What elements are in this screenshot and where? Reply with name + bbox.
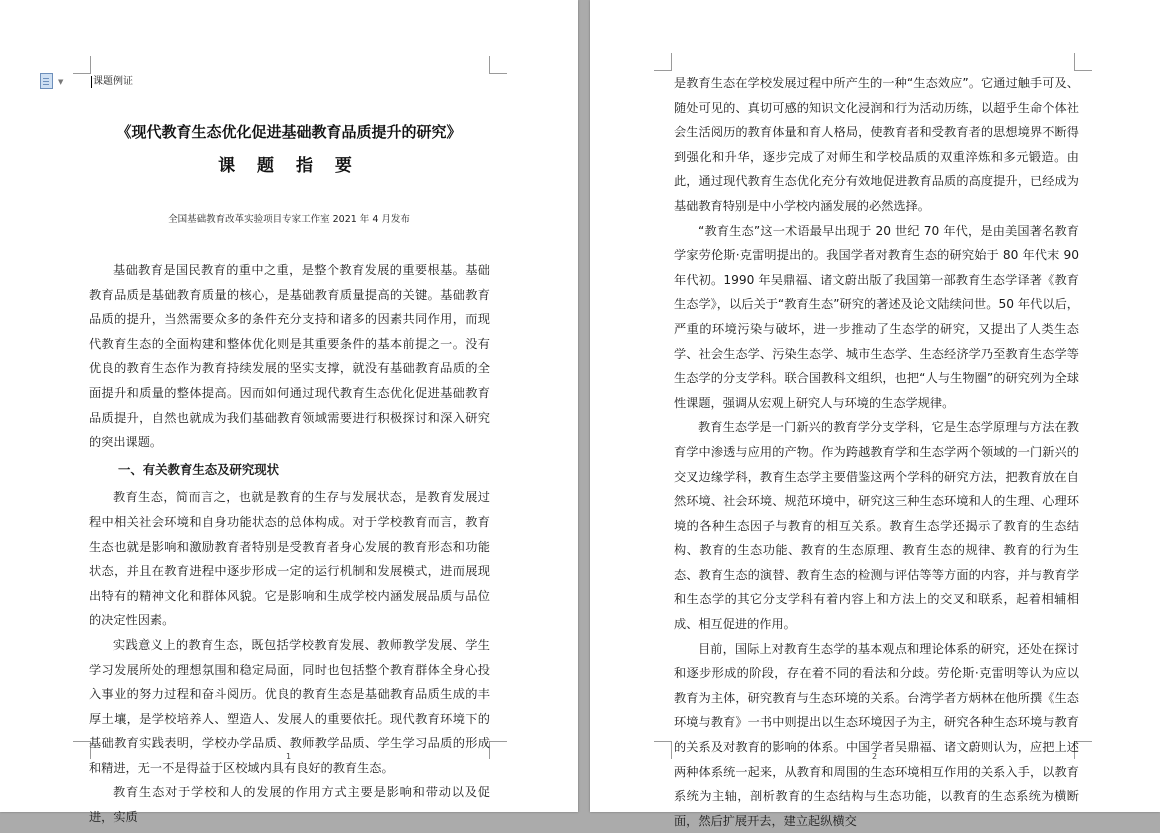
- page-number: 1: [286, 752, 292, 761]
- document-page-1: [0, 0, 578, 825]
- page-header[interactable]: 课题例证: [93, 76, 133, 87]
- margin-corner-mark: [654, 741, 672, 759]
- publication-line: 全国基础教育改革实验项目专家工作室 2021 年 4 月发布: [168, 214, 410, 225]
- margin-corner-mark: [489, 56, 507, 74]
- document-page-2: [590, 0, 1160, 828]
- margin-corner-mark: [489, 741, 507, 759]
- body-paragraph: 教育生态学是一门新兴的教育学分支学科，它是生态学原理与方法在教育学中渗透与应用的产物。作为跨越教育学和生态学两个领域的一门新兴的交叉边缘学科，教育生态学主要借鉴这两个学科的研究方法，把教育放在自然环境、社会环境、规范环境中，研究这三种生态环境和人的生理、心理环境的各种生态因子与教育的相互关系。教育生态学还揭示了教育的生态结构、教育的生态功能、教育的生态原理、教育生态的规律、教育的行为生态、教育生态的演替、教育生态的检测与评估等等方面的内容，并与教育学和生态学的其它分支学科有着内容上和方法上的交叉和联系，起着相辅相成、相互促进的作用。: [674, 420, 1079, 632]
- body-paragraph: 目前，国际上对教育生态学的基本观点和理论体系的研究，还处在探讨和逐步形成的阶段，存在着不同的看法和分歧。劳伦斯·克雷明等认为应以教育为主体，研究教育与生态环境的关系。台湾学者方炳林在他所撰《生态环境与教育》一书中则提出以生态环境因子为主，研究各种生态环境与教育的关系及对教育的影响的体系。中国学者吴鼎福、诸文蔚则认为，应把上述两种体系统一起来，从教育和周围的生态环境相互作用的关系入手，以教育系统为主轴，剖析教育的生态结构与生态功能，以教育的生态系统为横断面，然后扩展开去，建立起纵横交: [674, 641, 1079, 828]
- document-subtitle: 课 题 指 要: [218, 156, 360, 176]
- intro-paragraph: 基础教育是国民教育的重中之重，是整个教育发展的重要根基。基础教育品质是基础教育质量的核心，是基础教育质量提高的关键。基础教育品质的提升，当然需要众多的条件充分支持和诸多的因素共同作用，而现代教育生态的全面构建和整体优化则是其重要条件的基本前提之一。没有优良的教育生态作为教育持续发展的坚实支撑，就没有基础教育品质的全面提升和质量的整体提高。因而如何通过现代教育生态优化促进基础教育品质提升，自然也就成为我们基础教育领域需要进行积极探讨和深入研究的突出课题。: [89, 263, 490, 450]
- body-paragraph: “教育生态”这一术语最早出现于 20 世纪 70 年代，是由美国著名教育学家劳伦斯·克雷明提出的。我国学者对教育生态的研究始于 80 年代末 90 年代初。1990 年吴鼎福、诸文蔚出版了我国第一部教育生态学译著《教育生态学》，以后关于“教育生态”研究的著述及论文陆续问世。50 年代以后，严重的环境污染与破坏，进一步推动了生态学的研究，又提出了人类生态学、社会生态学、污染生态学、城市生态学、生态经济学乃至教育生态学等生态学的分支学科。联合国教科文组织，也把“人与生物圈”的研究列为全球性课题，强调从宏观上研究人与环境的生态学规律。: [674, 223, 1079, 410]
- margin-corner-mark: [1074, 53, 1092, 71]
- margin-corner-mark: [654, 53, 672, 71]
- body-paragraph: 实践意义上的教育生态，既包括学校教育发展、教师教学发展、学生学习发展所处的理想氛围和稳定局面，同时也包括整个教育群体全身心投入事业的努力过程和奋斗阅历。优良的教育生态是基础教育品质生成的丰厚土壤，是学校培养人、塑造人、发展人的重要依托。现代教育环境下的基础教育实践表明，学校办学品质、教师教学品质、学生学习品质的形成和精进，无一不是得益于区校域内具有良好的教育生态。: [89, 637, 490, 775]
- body-paragraph: 是教育生态在学校发展过程中所产生的一种“生态效应”。它通过触手可及、随处可见的、真切可感的知识文化浸润和行为活动历练，以超乎生命个体社会生活阅历的教育体量和育人格局，使教育者和受教育者的思想境界不断得到强化和升华，逐步完成了对师生和学校品质的双重淬炼和多元锻造。由此，通过现代教育生态优化充分有效地促进教育品质的高度提升，已经成为基础教育特别是中小学校内涵发展的必然选择。: [674, 76, 1079, 213]
- body-paragraph: 教育生态，简而言之，也就是教育的生存与发展状态，是教育发展过程中相关社会环境和自身功能状态的总体构成。对于学校教育而言，教育生态也就是影响和激励教育者特别是受教育者身心发展的教育形态和功能状态，并且在教育进程中逐步形成一定的运行机制和发展模式，进而展现出特有的精神文化和群体风貌。它是影响和生成学校内涵发展品质与品位的决定性因素。: [89, 490, 490, 628]
- chevron-down-icon[interactable]: ▼: [58, 78, 64, 86]
- section-heading: 一、有关教育生态及研究现状: [118, 461, 280, 477]
- document-title: 《现代教育生态优化促进基础教育品质提升的研究》: [116, 123, 462, 141]
- page-2-body[interactable]: [674, 71, 1079, 828]
- margin-corner-mark: [73, 56, 91, 74]
- page-1-body[interactable]: [89, 258, 490, 825]
- document-icon[interactable]: [40, 73, 52, 88]
- body-paragraph: 教育生态对于学校和人的发展的作用方式主要是影响和带动以及促进，实质: [89, 785, 490, 825]
- page-number: 2: [872, 752, 878, 761]
